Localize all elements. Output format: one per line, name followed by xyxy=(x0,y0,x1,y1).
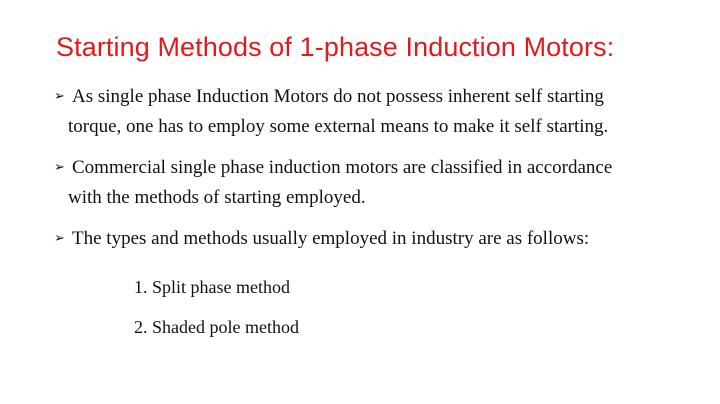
bullet-item xyxy=(54,153,666,213)
bullet-item xyxy=(54,224,666,254)
bullet-text-line: with the methods of starting employed. xyxy=(68,187,366,208)
slide-title: Starting Methods of 1-phase Induction Motors: xyxy=(56,32,615,62)
bullet-text-line: Commercial single phase induction motors are classified in accordance xyxy=(72,157,613,178)
arrow-bullet-icon: ➢ xyxy=(54,89,65,104)
arrow-bullet-icon: ➢ xyxy=(54,160,65,175)
method-list-item: 1. Split phase method xyxy=(134,277,290,297)
bullet-text-line: torque, one has to employ some external means to make it self starting. xyxy=(68,116,609,137)
bullet-item xyxy=(54,82,666,142)
bullet-text-line: The types and methods usually employed in industry are as follows: xyxy=(72,228,590,249)
method-list-item: 2. Shaded pole method xyxy=(134,317,299,337)
arrow-bullet-icon: ➢ xyxy=(54,231,65,246)
bullet-text-line: As single phase Induction Motors do not possess inherent self starting xyxy=(72,86,604,107)
